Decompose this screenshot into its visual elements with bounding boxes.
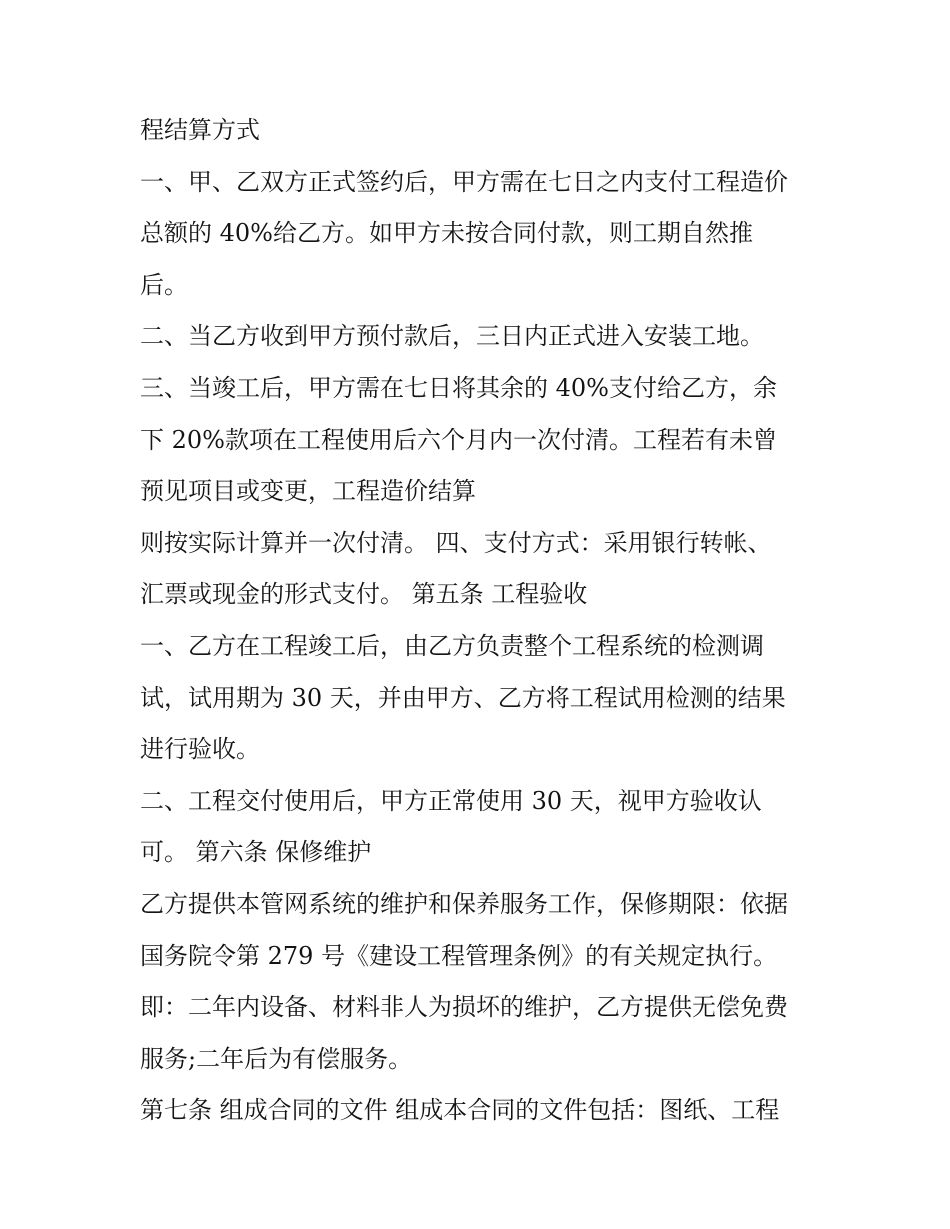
text-line: 三、当竣工后，甲方需在七日将其余的 40%支付给乙方，余 <box>140 373 777 402</box>
text-line: 服务;二年后为有偿服务。 <box>140 1044 413 1073</box>
text-line: 二、当乙方收到甲方预付款后，三日内正式进入安装工地。 <box>140 322 764 351</box>
text-line: 第七条 组成合同的文件 组成本合同的文件包括：图纸、工程 <box>140 1096 780 1125</box>
text-line: 汇票或现金的形式支付。 第五条 工程验收 <box>140 580 588 609</box>
text-line: 则按实际计算并一次付清。 四、支付方式：采用银行转帐、 <box>140 528 772 557</box>
text-line: 试，试用期为 30 天，并由甲方、乙方将工程试用检测的结果 <box>140 683 786 712</box>
text-line: 进行验收。 <box>140 735 260 764</box>
text-line: 下 20%款项在工程使用后六个月内一次付清。工程若有未曾 <box>140 425 777 454</box>
text-line: 预见项目或变更，工程造价结算 <box>140 477 476 506</box>
text-line: 后。 <box>140 270 188 299</box>
text-line: 国务院令第 279 号《建设工程管理条例》的有关规定执行。 <box>140 941 778 970</box>
text-line: 一、甲、乙双方正式签约后，甲方需在七日之内支付工程造价 <box>140 167 788 196</box>
text-line: 乙方提供本管网系统的维护和保养服务工作，保修期限：依据 <box>140 889 788 918</box>
text-line: 可。 第六条 保修维护 <box>140 838 372 867</box>
document-body <box>140 108 830 1140</box>
text-line: 程结算方式 <box>140 116 260 144</box>
text-line: 二、工程交付使用后，甲方正常使用 30 天，视甲方验收认 <box>140 786 762 815</box>
text-line: 总额的 40%给乙方。如甲方未按合同付款，则工期自然推 <box>140 219 753 248</box>
text-line: 一、乙方在工程竣工后，由乙方负责整个工程系统的检测调 <box>140 631 764 660</box>
text-line: 即：二年内设备、材料非人为损坏的维护，乙方提供无偿免费 <box>140 993 788 1022</box>
